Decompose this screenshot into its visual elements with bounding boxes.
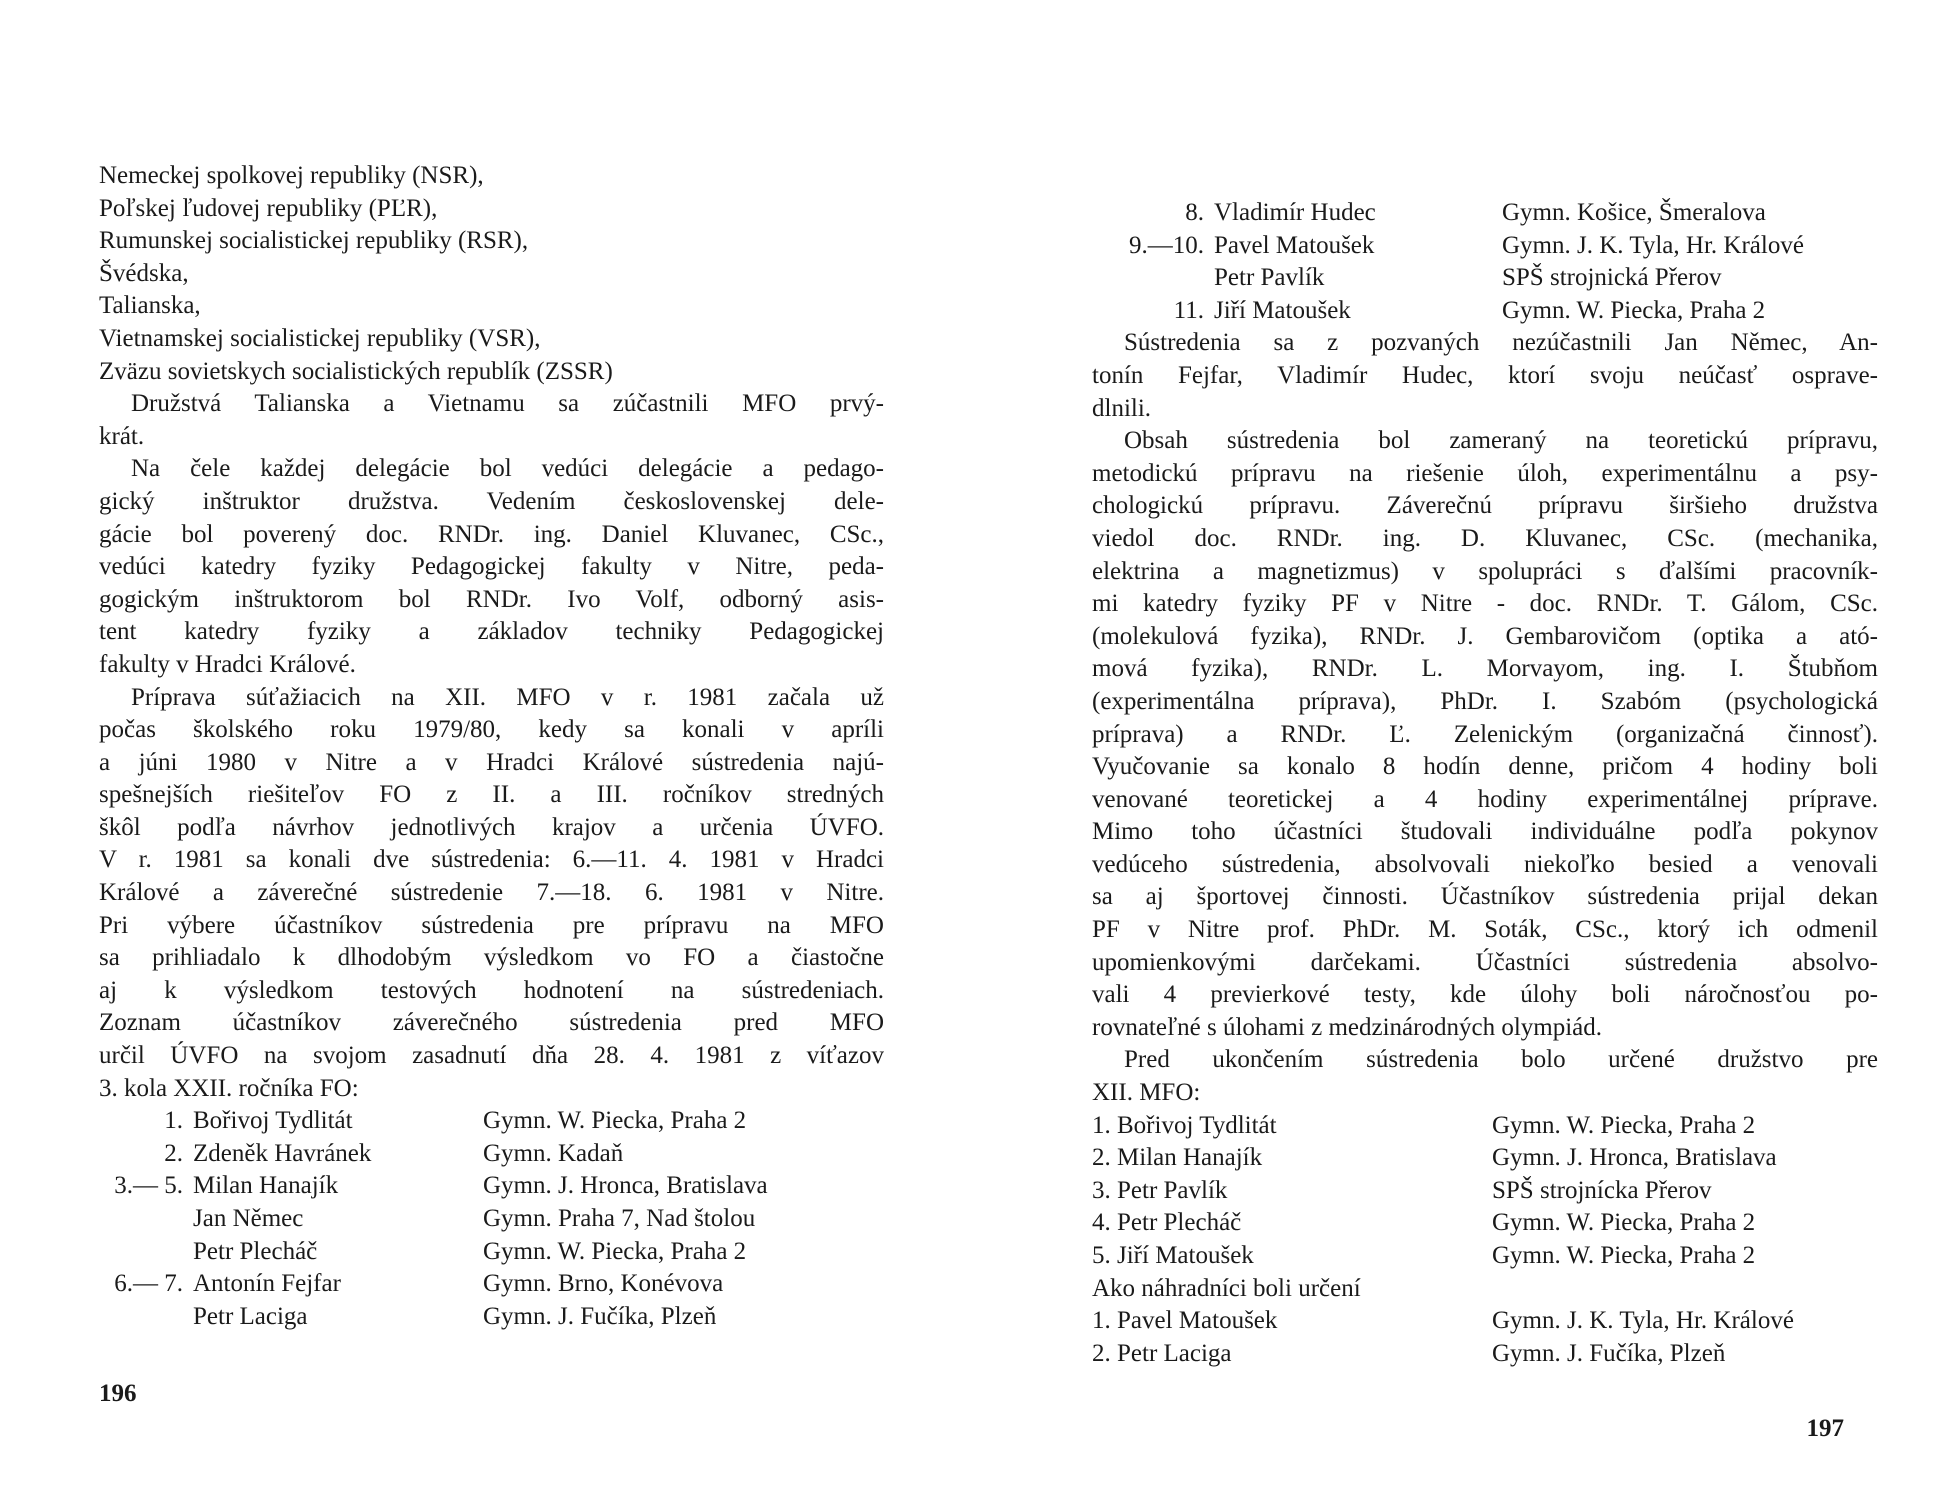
rank: 9.—10. xyxy=(1129,231,1204,259)
paragraph-line: (experimentálna príprava), PhDr. I. Szabóm (psychologická xyxy=(1092,687,1878,715)
paragraph-line: aj k výsledkom testových hodnotení na sústredeniach. xyxy=(99,976,884,1004)
paragraph-line: mi katedry fyziky PF v Nitre - doc. RNDr. T. Gálom, CSc. xyxy=(1092,590,1878,618)
participant-row xyxy=(1092,295,1878,328)
paragraph-line: Obsah sústredenia bol zameraný na teoretickú prípravu, xyxy=(1124,427,1878,455)
paragraph-line: metodickú prípravu na riešenie úloh, experimentálnu a psy- xyxy=(1092,459,1878,487)
rank: 8. xyxy=(1185,199,1204,226)
team-member: 1. Bořivoj Tydlitát xyxy=(1092,1111,1277,1139)
participant-name: Bořivoj Tydlitát xyxy=(193,1107,353,1135)
participant-name: Antonín Fejfar xyxy=(193,1270,341,1298)
school: Gymn. J. Hronca, Bratislava xyxy=(483,1172,768,1200)
paragraph-line: XII. MFO: xyxy=(1092,1079,1201,1107)
paragraph-line: (molekulová fyzika), RNDr. J. Gembarovičom (optika a ató- xyxy=(1092,622,1878,650)
school: Gymn. J. Hronca, Bratislava xyxy=(1492,1144,1777,1172)
rank: 6.— 7. xyxy=(114,1270,183,1298)
team-row xyxy=(1092,1110,1878,1143)
page-number: 197 xyxy=(1806,1415,1844,1442)
participant-list xyxy=(99,1105,884,1333)
school: Gymn. J. Fučíka, Plzeň xyxy=(483,1302,717,1330)
participant-row xyxy=(99,1203,884,1236)
right-page-text xyxy=(1092,197,1878,1370)
school: SPŠ strojnická Přerov xyxy=(1502,264,1722,292)
school: Gymn. J. K. Tyla, Hr. Králové xyxy=(1492,1307,1794,1335)
rank xyxy=(1092,262,1214,295)
country-line: Švédska, xyxy=(99,259,189,287)
paragraph-line: sa prihliadalo k dlhodobým výsledkom vo FO a čiastočne xyxy=(99,944,884,972)
country-line: Nemeckej spolkovej republiky (NSR), xyxy=(99,162,484,189)
rank xyxy=(99,1203,193,1236)
participant-name: Pavel Matoušek xyxy=(1214,231,1375,259)
participant-name: Milan Hanajík xyxy=(193,1172,339,1200)
participant-row xyxy=(1092,230,1878,263)
participant-name: Vladimír Hudec xyxy=(1214,199,1376,226)
rank: 2. xyxy=(164,1139,183,1167)
paragraph-line: Vyučovanie sa konalo 8 hodín denne, pričom 4 hodiny boli xyxy=(1092,753,1878,781)
substitute-row xyxy=(1092,1305,1878,1338)
paragraph-line: chologickú prípravu. Záverečnú prípravu širšieho družstva xyxy=(1092,492,1878,520)
page-number: 196 xyxy=(99,1380,137,1407)
country-line: Vietnamskej socialistickej republiky (VSR), xyxy=(99,324,541,352)
participant-row xyxy=(99,1236,884,1269)
school: Gymn. Praha 7, Nad štolou xyxy=(483,1205,756,1232)
rank xyxy=(99,1236,193,1269)
paragraph-line: tent katedry fyziky a základov techniky Pedagogickej xyxy=(99,618,884,646)
paragraph-line: upomienkovými darčekami. Účastníci sústredenia absolvo- xyxy=(1092,948,1878,976)
substitute-member: 2. Petr Laciga xyxy=(1092,1339,1232,1367)
participant-row xyxy=(99,1138,884,1171)
paragraph-line: PF v Nitre prof. PhDr. M. Soták, CSc., ktorý ich odmenil xyxy=(1092,916,1878,944)
paragraph-line: určil ÚVFO na svojom zasadnutí dňa 28. 4. 1981 z víťazov xyxy=(99,1042,884,1070)
participant-row xyxy=(1092,262,1878,295)
paragraph-line: Mimo toho účastníci študovali individuálne podľa pokynov xyxy=(1092,818,1878,846)
school: Gymn. W. Piecka, Praha 2 xyxy=(483,1237,747,1265)
country-line: Talianska, xyxy=(99,292,201,320)
paragraph-line: vali 4 previerkové testy, kde úlohy boli náročnosťou po- xyxy=(1092,981,1878,1009)
participant-row xyxy=(99,1268,884,1301)
participant-name: Zdeněk Havránek xyxy=(193,1139,372,1167)
participant-name: Petr Laciga xyxy=(193,1302,308,1330)
school: Gymn. Košice, Šmeralova xyxy=(1502,199,1766,226)
paragraph-line: tonín Fejfar, Vladimír Hudec, ktorí svoju neúčasť ospravе- xyxy=(1092,361,1878,389)
paragraph-line: Zoznam účastníkov záverečného sústredenia pred MFO xyxy=(99,1009,884,1037)
rank: 1. xyxy=(164,1107,183,1135)
school: Gymn. J. Fučíka, Plzeň xyxy=(1492,1339,1726,1367)
team-list xyxy=(1092,1110,1878,1273)
paragraph-line: škôl podľa návrhov jednotlivých krajov a určenia ÚVFO. xyxy=(99,813,884,841)
rank: 11. xyxy=(1173,296,1204,324)
paragraph-line: Na čele každej delegácie bol vedúci delegácie a pedago- xyxy=(131,455,884,483)
school: Gymn. W. Piecka, Praha 2 xyxy=(1492,1111,1756,1139)
participant-name: Jiří Matoušek xyxy=(1214,296,1351,324)
participant-list xyxy=(1092,197,1878,327)
school: Gymn. J. K. Tyla, Hr. Králové xyxy=(1502,231,1804,259)
paragraph-line: Príprava súťažiacich na XII. MFO v r. 1981 začala už xyxy=(131,683,884,711)
team-row xyxy=(1092,1207,1878,1240)
paragraph-line: Pri výbere účastníkov sústredenia pre prípravu na MFO xyxy=(99,911,884,939)
participant-name: Petr Plecháč xyxy=(193,1237,318,1265)
school: Gymn. W. Piecka, Praha 2 xyxy=(1492,1209,1756,1237)
country-line: Zväzu sovietskych socialistických republík (ZSSR) xyxy=(99,357,613,385)
paragraph-line: elektrina a magnetizmus) v spolupráci s ďalšími pracovník- xyxy=(1092,557,1878,585)
paragraph-line: krát. xyxy=(99,422,145,450)
paragraph-line: a júni 1980 v Nitre a v Hradci Králové sústredenia najú- xyxy=(99,748,884,776)
team-member: 2. Milan Hanajík xyxy=(1092,1144,1263,1172)
paragraph-line: počas školského roku 1979/80, kedy sa konali v apríli xyxy=(99,716,884,744)
school: SPŠ strojnícka Přerov xyxy=(1492,1176,1712,1204)
paragraph-line: rovnateľné s úlohami z medzinárodných olympiád. xyxy=(1092,1013,1603,1041)
paragraph-line: spešnejších riešiteľov FO z II. a III. ročníkov stredných xyxy=(99,781,884,809)
paragraph-line: vedúci katedry fyziky Pedagogickej fakulty v Nitre, peda- xyxy=(99,553,884,581)
rank xyxy=(99,1301,193,1334)
substitute-list xyxy=(1092,1305,1878,1370)
school: Gymn. W. Piecka, Praha 2 xyxy=(1502,296,1766,324)
participant-row xyxy=(99,1301,884,1334)
paragraph-line: príprava) a RNDr. Ľ. Zelenickým (organizačná činnosť). xyxy=(1092,720,1878,748)
country-line: Poľskej ľudovej republiky (PĽR), xyxy=(99,194,438,222)
paragraph-line: Pred ukončením sústredenia bolo určené družstvo pre xyxy=(1124,1046,1878,1074)
substitutes-heading: Ako náhradníci boli určení xyxy=(1092,1274,1361,1302)
team-row xyxy=(1092,1142,1878,1175)
participant-row xyxy=(99,1170,884,1203)
school: Gymn. W. Piecka, Praha 2 xyxy=(1492,1242,1756,1269)
team-member: 3. Petr Pavlík xyxy=(1092,1176,1228,1204)
paragraph-line: mová fyzika), RNDr. L. Morvayom, ing. I. Štubňom xyxy=(1092,655,1878,683)
participant-name: Petr Pavlík xyxy=(1214,264,1325,292)
participant-row xyxy=(1092,197,1878,230)
paragraph-line: gogickým inštruktorom bol RNDr. Ivo Volf, odborný asis- xyxy=(99,585,884,613)
school: Gymn. Brno, Konévova xyxy=(483,1270,724,1298)
substitute-row xyxy=(1092,1338,1878,1371)
paragraph-line: gický inštruktor družstva. Vedením československej dele- xyxy=(99,487,884,515)
school: Gymn. Kadaň xyxy=(483,1139,624,1167)
paragraph-line: viedol doc. RNDr. ing. D. Kluvanec, CSc. (mechanika, xyxy=(1092,524,1878,552)
paragraph-line: Sústredenia sa z pozvaných nezúčastnili Jan Němec, An- xyxy=(1124,329,1878,357)
school: Gymn. W. Piecka, Praha 2 xyxy=(483,1107,747,1135)
left-page-text xyxy=(99,160,884,1333)
participant-row xyxy=(99,1105,884,1138)
right-page xyxy=(978,0,1956,1500)
paragraph-line: vedúceho sústredenia, absolvovali niekoľko besied a venovali xyxy=(1092,850,1878,878)
paragraph-line: sa aj športovej činnosti. Účastníkov sústredenia prijal dekan xyxy=(1092,883,1878,911)
team-row xyxy=(1092,1240,1878,1273)
substitute-member: 1. Pavel Matoušek xyxy=(1092,1307,1278,1335)
paragraph-line: gácie bol poverený doc. RNDr. ing. Daniel Kluvanec, CSc., xyxy=(99,520,884,548)
paragraph-line: fakulty v Hradci Králové. xyxy=(99,650,356,678)
team-member: 4. Petr Plecháč xyxy=(1092,1209,1242,1237)
rank: 3.— 5. xyxy=(114,1172,183,1200)
paragraph-line: Králové a záverečné sústredenie 7.—18. 6. 1981 v Nitre. xyxy=(99,879,884,907)
paragraph-line: dlnili. xyxy=(1092,394,1152,422)
team-member: 5. Jiří Matoušek xyxy=(1092,1242,1254,1269)
participant-name: Jan Němec xyxy=(193,1205,304,1232)
paragraph-line: Družstvá Talianska a Vietnamu sa zúčastnili MFO prvý- xyxy=(131,390,884,418)
paragraph-line: 3. kola XXII. ročníka FO: xyxy=(99,1074,359,1102)
paragraph-line: venované teoretickej a 4 hodiny experimentálnej príprave. xyxy=(1092,785,1878,813)
team-row xyxy=(1092,1175,1878,1208)
paragraph-line: V r. 1981 sa konali dve sústredenia: 6.—11. 4. 1981 v Hradci xyxy=(99,846,884,874)
country-line: Rumunskej socialistickej republiky (RSR), xyxy=(99,227,529,255)
